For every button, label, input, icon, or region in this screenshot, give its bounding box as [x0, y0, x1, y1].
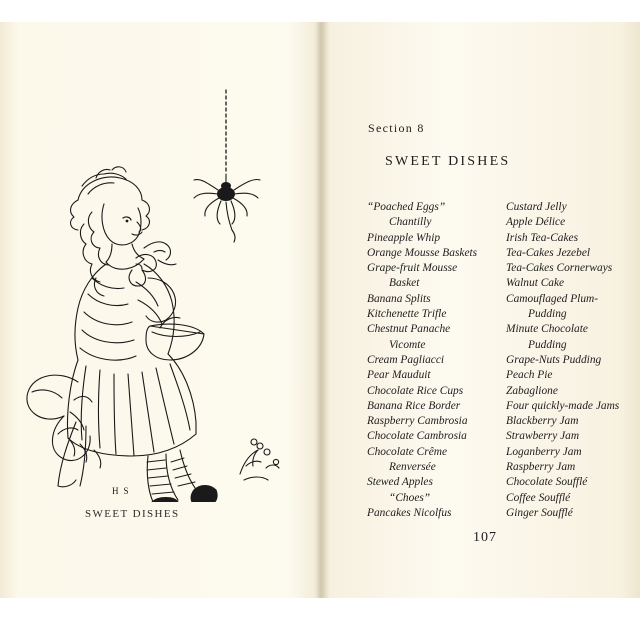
recipe-list-item: Minute Chocolate	[506, 323, 588, 336]
recipe-list-item: “Choes”	[389, 491, 431, 504]
recipe-list-item: Four quickly-made Jams	[506, 399, 620, 412]
recipe-list-item: Banana Rice Border	[367, 399, 461, 412]
recipe-list-item: Kitchenette Trifle	[367, 308, 447, 321]
recipe-list-item: Chantilly	[389, 216, 432, 229]
recipe-list-item: Cream Pagliacci	[367, 353, 445, 366]
recipe-list-item: Pineapple Whip	[367, 231, 441, 244]
recipe-list-item: Grape-Nuts Pudding	[506, 353, 602, 366]
recipe-list-item: Loganberry Jam	[506, 445, 582, 458]
recipe-list-item: Strawberry Jam	[506, 430, 580, 443]
page-number: 107	[473, 530, 497, 545]
recipe-list-item: Banana Splits	[367, 292, 431, 305]
recipe-list-item: Pudding	[528, 338, 567, 351]
recipe-list-item: Chocolate Soufflé	[506, 476, 588, 489]
section-label-text: Section 8	[368, 121, 425, 135]
recipe-list-item: Camouflaged Plum-	[506, 292, 599, 305]
recipe-column-right	[506, 200, 629, 521]
recipe-list-item: Pudding	[528, 308, 567, 321]
recipe-list-item: Peach Pie	[506, 369, 553, 382]
page-title: SWEET DISHES	[385, 154, 511, 169]
section-label	[368, 120, 425, 137]
recipe-list	[367, 200, 490, 521]
recipe-list-item: Zabaglione	[506, 384, 558, 397]
recipe-list-item: Raspberry Jam	[506, 461, 576, 474]
photo-margin-bottom	[0, 618, 640, 640]
illustration-caption: SWEET DISHES	[85, 508, 180, 520]
recipe-list-item: Pancakes Nicolfus	[367, 506, 452, 519]
recipe-list	[506, 200, 629, 521]
recipe-list-item: Chestnut Panache	[367, 323, 451, 336]
recipe-list-item: Walnut Cake	[506, 277, 565, 290]
svg-text:H S: H S	[112, 486, 130, 496]
book-spread	[0, 22, 640, 598]
recipe-list-item: Tea-Cakes Cornerways	[506, 262, 613, 275]
recipe-list-item: Ginger Soufflé	[506, 506, 573, 519]
photo-margin-top	[0, 0, 640, 22]
recipe-list-item: Pear Mauduit	[367, 369, 431, 382]
recipe-list-item: Stewed Apples	[367, 476, 433, 489]
recipe-list-item: Orange Mousse Baskets	[367, 246, 478, 259]
recipe-list-item: Vicomte	[389, 338, 426, 351]
recipe-list-item: Grape-fruit Mousse	[367, 262, 458, 275]
recipe-list-item: Coffee Soufflé	[506, 491, 571, 504]
recipe-list-item: Irish Tea-Cakes	[506, 231, 579, 244]
recipe-list-columns	[367, 200, 629, 521]
girl-with-bowl-and-spider-drawing	[8, 82, 298, 502]
recipe-list-item: Tea-Cakes Jezebel	[506, 246, 591, 259]
left-page	[0, 22, 315, 598]
recipe-column-left	[367, 200, 490, 521]
recipe-list-item: Raspberry Cambrosia	[367, 415, 468, 428]
recipe-list-item: Basket	[389, 277, 420, 290]
recipe-list-item: Renversée	[389, 461, 436, 474]
recipe-list-item: Chocolate Rice Cups	[367, 384, 464, 397]
recipe-list-item: Chocolate Crême	[367, 445, 448, 458]
recipe-list-item: Custard Jelly	[506, 201, 567, 213]
recipe-list-item: Blackberry Jam	[506, 415, 579, 428]
recipe-list-item: Apple Délice	[506, 216, 566, 229]
recipe-list-item: “Poached Eggs”	[367, 201, 446, 213]
recipe-list-item: Chocolate Cambrosia	[367, 430, 467, 443]
right-page	[325, 22, 640, 598]
